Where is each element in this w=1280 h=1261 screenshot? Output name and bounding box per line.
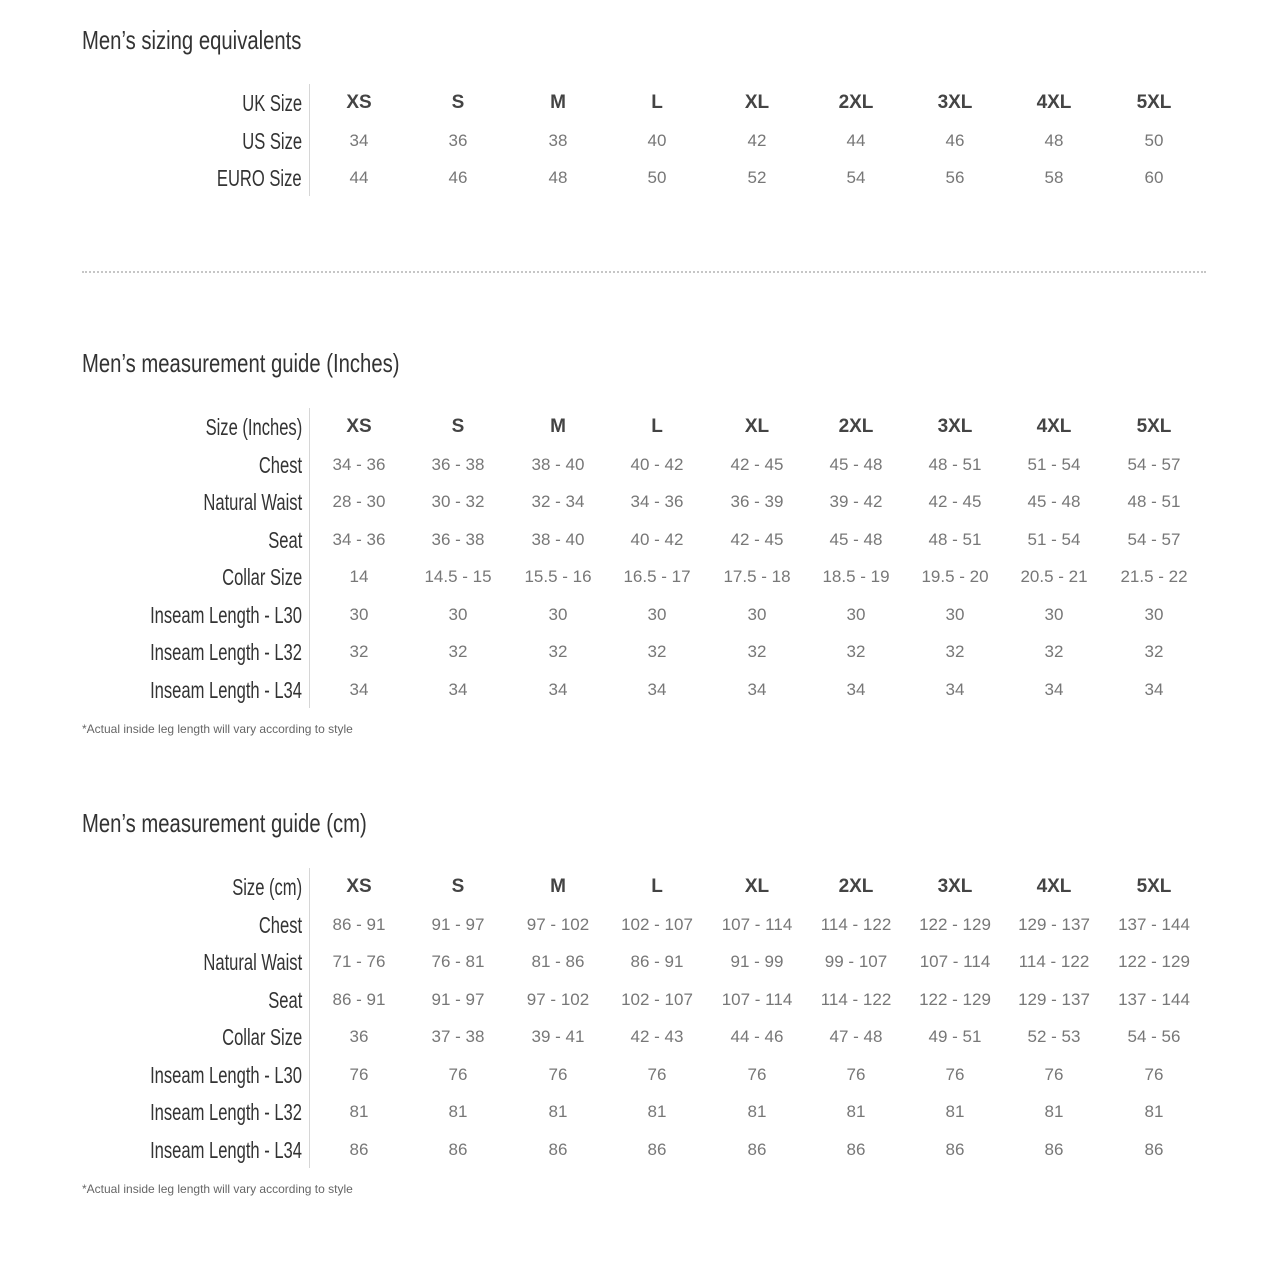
table-row: [0, 1093, 1280, 1131]
size-header-cell: S: [451, 92, 465, 113]
table-cell: 76: [747, 1064, 767, 1084]
table-cell: 91 - 97: [431, 989, 485, 1009]
row-label: Natural Waist: [203, 489, 302, 515]
row-label: US Size: [242, 127, 302, 154]
size-header-cell: 2XL: [838, 876, 874, 897]
table-cell: 86: [747, 1139, 767, 1159]
table-cell: 54 - 57: [1127, 454, 1181, 474]
table-cell: 30: [1044, 604, 1064, 624]
table-cell: 36 - 38: [431, 454, 485, 474]
table-cell: 81: [349, 1102, 369, 1121]
size-header-cell: 2XL: [838, 92, 874, 113]
table-cell: 30 - 32: [431, 492, 485, 511]
table-cell: 32: [448, 642, 468, 661]
row-label: Chest: [258, 451, 302, 478]
table-cell: 21.5 - 22: [1120, 567, 1188, 586]
table-cell: 38: [548, 130, 568, 150]
row-label: Inseam Length - L34: [150, 1136, 302, 1163]
table-cell: 114 - 122: [1018, 952, 1090, 971]
table-cell: 129 - 137: [1018, 989, 1090, 1009]
table-cell: 18.5 - 19: [822, 567, 890, 586]
size-header-cell: 5XL: [1136, 416, 1172, 437]
table-cell: 32: [945, 642, 965, 661]
table-cell: 16.5 - 17: [623, 567, 691, 586]
table-cell: 44: [349, 168, 369, 187]
table-cell: 52: [747, 168, 767, 187]
table-cell: 97 - 102: [526, 914, 590, 934]
table-cell: 137 - 144: [1118, 989, 1190, 1009]
row-label: Seat: [267, 526, 302, 553]
table-row: [0, 1018, 1280, 1056]
table-cell: 14: [349, 567, 369, 586]
table-cell: 81: [448, 1102, 468, 1121]
table-row: [0, 159, 1280, 197]
table-cell: 114 - 122: [820, 989, 892, 1009]
table-cell: 91 - 99: [730, 952, 784, 971]
table-cell: 122 - 129: [1118, 952, 1190, 971]
size-header-cell: XS: [346, 92, 372, 113]
table-cell: 30: [349, 604, 369, 624]
table-cell: 45 - 48: [829, 529, 883, 549]
table-cell: 81: [945, 1102, 965, 1121]
table-row: [0, 671, 1280, 709]
table-cell: 50: [1144, 130, 1164, 150]
table-cell: 34: [548, 679, 568, 699]
table-cell: 30: [1144, 604, 1164, 624]
size-header-cell: L: [651, 416, 663, 437]
table-cell: 58: [1044, 168, 1064, 187]
header-label: UK Size: [242, 90, 302, 116]
table-cell: 76: [1144, 1064, 1164, 1084]
table-cell: 48: [548, 168, 568, 187]
table-cell: 76: [548, 1064, 568, 1084]
table-cell: 30: [846, 604, 866, 624]
table-cell: 34 - 36: [332, 529, 386, 549]
table-row: [0, 1131, 1280, 1169]
table-cell: 50: [647, 168, 667, 187]
table-cell: 86: [448, 1139, 468, 1159]
table-cell: 42 - 45: [730, 454, 784, 474]
table-cell: 44: [846, 130, 866, 150]
table-cell: 34: [1044, 679, 1064, 699]
table-cell: 15.5 - 16: [524, 567, 592, 586]
table-cell: 19.5 - 20: [921, 567, 989, 586]
table-cell: 46: [448, 168, 468, 187]
table-cell: 48 - 51: [1127, 492, 1181, 511]
table-cell: 81: [1144, 1102, 1164, 1121]
table-cell: 34: [448, 679, 468, 699]
size-header-cell: 4XL: [1036, 92, 1072, 113]
table-header-row: [0, 408, 1280, 446]
table-cell: 48 - 51: [928, 529, 982, 549]
table-cell: 32: [647, 642, 667, 661]
table-cell: 32: [1144, 642, 1164, 661]
header-label: Size (Inches): [205, 414, 302, 440]
table-cell: 38 - 40: [531, 454, 585, 474]
table-cell: 40: [647, 130, 667, 150]
row-label: Inseam Length - L30: [150, 1061, 302, 1088]
table-cell: 42: [747, 130, 767, 150]
table-cell: 137 - 144: [1118, 914, 1190, 934]
table-cell: 47 - 48: [829, 1027, 883, 1046]
table-row: [0, 122, 1280, 160]
table-cell: 49 - 51: [928, 1027, 982, 1046]
size-header-cell: L: [651, 876, 663, 897]
table-cell: 17.5 - 18: [723, 567, 791, 586]
table-cell: 76: [1044, 1064, 1064, 1084]
table-cell: 76: [647, 1064, 667, 1084]
header-label: Size (cm): [232, 874, 302, 900]
table-cell: 32 - 34: [531, 492, 585, 511]
size-header-cell: XS: [346, 416, 372, 437]
table-row: [0, 483, 1280, 521]
table-cell: 54: [846, 168, 866, 187]
table-cell: 30: [747, 604, 767, 624]
table-cell: 20.5 - 21: [1020, 567, 1088, 586]
row-label: Chest: [258, 911, 302, 938]
table-cell: 54 - 56: [1127, 1027, 1181, 1046]
table-cell: 48 - 51: [928, 454, 982, 474]
size-header-cell: S: [451, 416, 465, 437]
row-label: Inseam Length - L32: [150, 1099, 302, 1125]
table-cell: 14.5 - 15: [424, 567, 492, 586]
size-header-cell: 5XL: [1136, 92, 1172, 113]
table-cell: 52 - 53: [1027, 1027, 1081, 1046]
table-row: [0, 906, 1280, 944]
table-cell: 34: [647, 679, 667, 699]
table-cell: 86: [1144, 1139, 1164, 1159]
table-cell: 36: [349, 1027, 369, 1046]
table-row: [0, 521, 1280, 559]
table-row: [0, 558, 1280, 596]
table-cell: 42 - 43: [630, 1027, 684, 1046]
size-header-cell: 3XL: [937, 92, 973, 113]
size-header-cell: 3XL: [937, 416, 973, 437]
table-cell: 30: [647, 604, 667, 624]
table-cell: 81: [647, 1102, 667, 1121]
table-cell: 76: [448, 1064, 468, 1084]
table-cell: 81: [846, 1102, 866, 1121]
table-cell: 86: [945, 1139, 965, 1159]
table-cell: 32: [846, 642, 866, 661]
table-cell: 37 - 38: [431, 1027, 485, 1046]
table-cell: 38 - 40: [531, 529, 585, 549]
table-cell: 81 - 86: [531, 952, 585, 971]
table-cell: 32: [747, 642, 767, 661]
table-cell: 48: [1044, 130, 1064, 150]
table-cell: 34 - 36: [630, 492, 684, 511]
table-cell: 81: [548, 1102, 568, 1121]
size-header-cell: 5XL: [1136, 876, 1172, 897]
row-label: Inseam Length - L32: [150, 639, 302, 665]
table-header-row: [0, 868, 1280, 906]
size-header-cell: L: [651, 92, 663, 113]
table-cell: 34: [349, 679, 369, 699]
table-cell: 91 - 97: [431, 914, 485, 934]
table-row: [0, 981, 1280, 1019]
table-cell: 40 - 42: [630, 454, 684, 474]
table-row: [0, 1056, 1280, 1094]
table-header-row: [0, 84, 1280, 122]
row-label: EURO Size: [217, 165, 302, 191]
row-label: Inseam Length - L30: [150, 601, 302, 628]
table-cell: 86 - 91: [332, 989, 386, 1009]
table-cell: 34 - 36: [332, 454, 386, 474]
table-cell: 97 - 102: [526, 989, 590, 1009]
size-header-cell: 4XL: [1036, 416, 1072, 437]
table-cell: 76 - 81: [431, 952, 485, 971]
table-cell: 107 - 114: [721, 914, 793, 934]
table-cell: 86: [349, 1139, 369, 1159]
row-label: Collar Size: [221, 1024, 302, 1050]
table-cell: 86: [548, 1139, 568, 1159]
size-header-cell: M: [550, 416, 566, 437]
size-header-cell: 2XL: [838, 416, 874, 437]
size-header-cell: XL: [744, 876, 770, 897]
table-cell: 86 - 91: [332, 914, 386, 934]
table-cell: 102 - 107: [621, 989, 693, 1009]
size-header-cell: M: [550, 876, 566, 897]
table-cell: 76: [349, 1064, 369, 1084]
row-label: Inseam Length - L34: [150, 676, 302, 703]
table-cell: 86: [647, 1139, 667, 1159]
table-cell: 122 - 129: [919, 989, 991, 1009]
table-cell: 36: [448, 130, 468, 150]
table-row: [0, 943, 1280, 981]
inches-title: Men’s measurement guide (Inches): [82, 348, 400, 378]
table-cell: 51 - 54: [1027, 529, 1081, 549]
table-cell: 34: [945, 679, 965, 699]
table-cell: 30: [945, 604, 965, 624]
table-row: [0, 633, 1280, 671]
table-cell: 46: [945, 130, 965, 150]
table-cell: 32: [1044, 642, 1064, 661]
table-cell: 102 - 107: [621, 914, 693, 934]
table-cell: 54 - 57: [1127, 529, 1181, 549]
table-cell: 34: [846, 679, 866, 699]
size-header-cell: XL: [744, 416, 770, 437]
table-cell: 40 - 42: [630, 529, 684, 549]
table-row: [0, 596, 1280, 634]
table-cell: 107 - 114: [919, 952, 991, 971]
table-cell: 71 - 76: [332, 952, 386, 971]
table-cell: 42 - 45: [730, 529, 784, 549]
table-cell: 86: [846, 1139, 866, 1159]
row-label: Natural Waist: [203, 949, 302, 975]
size-header-cell: M: [550, 92, 566, 113]
table-cell: 44 - 46: [730, 1027, 784, 1046]
table-cell: 30: [448, 604, 468, 624]
table-cell: 122 - 129: [919, 914, 991, 934]
table-cell: 39 - 42: [829, 492, 883, 511]
table-cell: 34: [747, 679, 767, 699]
table-cell: 86 - 91: [630, 952, 684, 971]
table-row: [0, 446, 1280, 484]
table-cell: 76: [846, 1064, 866, 1084]
size-header-cell: XL: [744, 92, 770, 113]
table-cell: 114 - 122: [820, 914, 892, 934]
table-cell: 86: [1044, 1139, 1064, 1159]
size-header-cell: S: [451, 876, 465, 897]
equivalents-title: Men’s sizing equivalents: [82, 25, 302, 55]
section-divider: [82, 271, 1206, 273]
table-cell: 45 - 48: [829, 454, 883, 474]
size-header-cell: 4XL: [1036, 876, 1072, 897]
table-cell: 81: [747, 1102, 767, 1121]
size-header-cell: XS: [346, 876, 372, 897]
table-cell: 32: [548, 642, 568, 661]
table-cell: 34: [349, 130, 369, 150]
table-cell: 60: [1144, 168, 1164, 187]
table-cell: 36 - 38: [431, 529, 485, 549]
row-label: Seat: [267, 986, 302, 1013]
table-cell: 28 - 30: [332, 492, 386, 511]
row-label: Collar Size: [221, 564, 302, 590]
table-cell: 42 - 45: [928, 492, 982, 511]
cm-title: Men’s measurement guide (cm): [82, 808, 367, 838]
table-cell: 32: [349, 642, 369, 661]
table-cell: 34: [1144, 679, 1164, 699]
table-cell: 30: [548, 604, 568, 624]
table-cell: 107 - 114: [721, 989, 793, 1009]
table-cell: 99 - 107: [824, 952, 888, 971]
table-cell: 51 - 54: [1027, 454, 1081, 474]
table-cell: 56: [945, 168, 965, 187]
table-cell: 81: [1044, 1102, 1064, 1121]
table-cell: 129 - 137: [1018, 914, 1090, 934]
table-cell: 45 - 48: [1027, 492, 1081, 511]
table-cell: 39 - 41: [531, 1027, 585, 1046]
inches-footnote: *Actual inside leg length will vary according to style: [82, 722, 353, 736]
cm-footnote: *Actual inside leg length will vary according to style: [82, 1182, 353, 1196]
table-cell: 76: [945, 1064, 965, 1084]
table-cell: 36 - 39: [730, 492, 784, 511]
size-header-cell: 3XL: [937, 876, 973, 897]
